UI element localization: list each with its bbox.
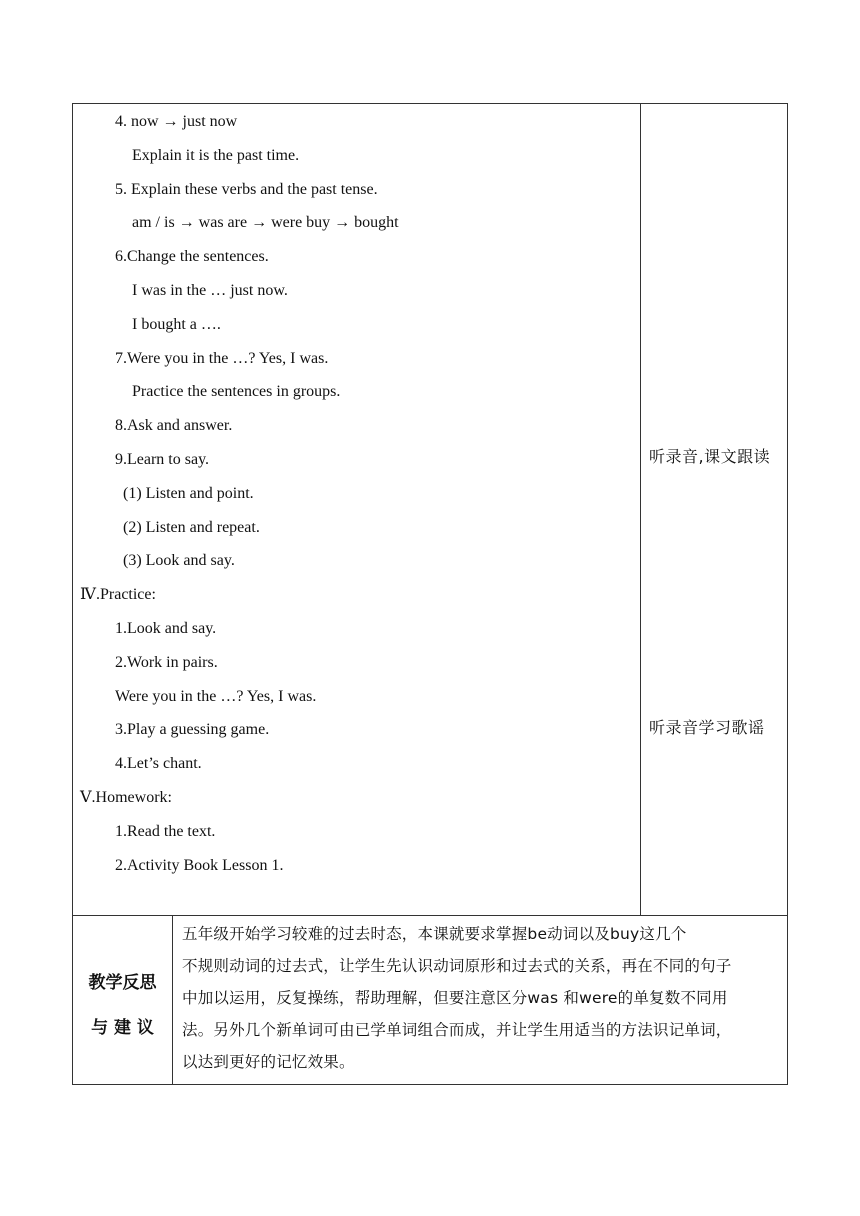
- reflection-line: 不规则动词的过去式，让学生先认识动词原形和过去式的关系，再在不同的句子: [182, 957, 732, 975]
- lesson-line: Practice the sentences in groups.: [132, 383, 341, 401]
- lesson-line: 7.Were you in the …? Yes, I was.: [115, 349, 329, 367]
- lesson-line: 2.Work in pairs.: [115, 653, 218, 671]
- lesson-line: 9.Learn to say.: [115, 451, 210, 468]
- reflection-label-line2: 与 建 议: [91, 1018, 154, 1038]
- lesson-line: Were you in the …? Yes, I was.: [115, 687, 317, 705]
- table-divider-label: [172, 915, 173, 1085]
- reflection-label-line1: 教学反思: [88, 973, 157, 993]
- reflection-line: 以达到更好的记忆效果。: [182, 1053, 355, 1071]
- table-divider-notes: [640, 103, 641, 916]
- lesson-line: 8.Ask and answer.: [115, 417, 233, 435]
- lesson-line: I was in the … just now.: [132, 282, 288, 299]
- lesson-line: 5. Explain these verbs and the past tense.: [115, 180, 378, 198]
- lesson-line: 1.Read the text.: [115, 822, 216, 840]
- reflection-line: 五年级开始学习较难的过去时态，本课就要求掌握be动词以及buy这几个: [182, 925, 687, 943]
- lesson-line: Ⅴ.Homework:: [80, 789, 172, 806]
- lesson-line: 3.Play a guessing game.: [115, 721, 270, 739]
- reflection-line: 法。另外几个新单词可由已学单词组合而成，并让学生用适当的方法识记单词，: [182, 1021, 732, 1039]
- lesson-line: (1) Listen and point.: [123, 484, 254, 502]
- reflection-line: 中加以运用，反复操练，帮助理解，但要注意区分was 和were的单复数不同用: [182, 989, 728, 1007]
- lesson-line: am / is → was are → were buy → bought: [132, 214, 399, 232]
- note-listen-read: 听录音,课文跟读: [649, 447, 771, 466]
- lesson-line: 4. now → just now: [115, 113, 238, 130]
- lesson-line: I bought a ….: [132, 315, 221, 333]
- lesson-line: Explain it is the past time.: [132, 146, 300, 164]
- lesson-line: Ⅳ.Practice:: [80, 586, 156, 604]
- note-listen-song: 听录音学习歌谣: [649, 718, 765, 737]
- lesson-line: 1.Look and say.: [115, 620, 217, 637]
- table-divider-row: [72, 915, 788, 916]
- lesson-line: 4.Let’s chant.: [115, 755, 202, 773]
- lesson-line: (3) Look and say.: [123, 552, 235, 570]
- lesson-line: (2) Listen and repeat.: [123, 518, 260, 536]
- lesson-line: 6.Change the sentences.: [115, 248, 269, 266]
- lesson-line: 2.Activity Book Lesson 1.: [115, 856, 284, 874]
